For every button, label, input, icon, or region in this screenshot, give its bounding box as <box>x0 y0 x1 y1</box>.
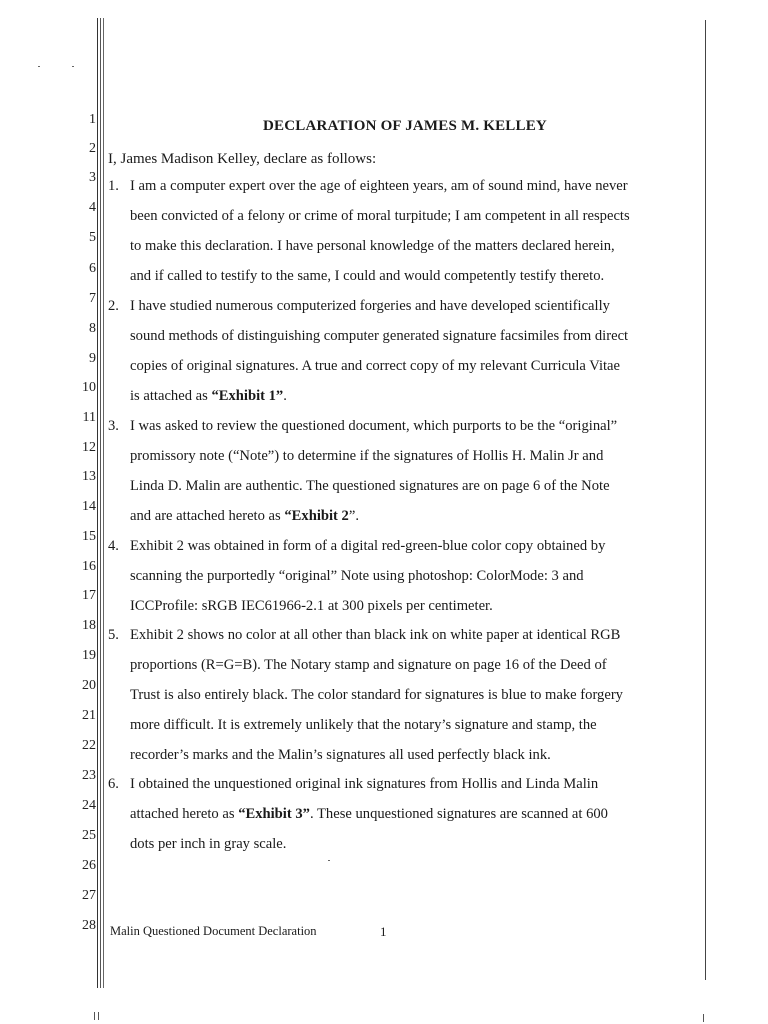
exhibit-reference: “Exhibit 3” <box>238 806 310 822</box>
line-number: 28 <box>82 918 96 933</box>
scan-speck <box>328 860 330 861</box>
paragraph-line: Linda D. Malin are authentic. The questioned signatures are on page 6 of the Note <box>130 478 610 494</box>
line-number: 21 <box>82 708 96 723</box>
paragraph-line: I was asked to review the questioned document, which purports to be the “original” <box>130 418 618 434</box>
paragraph-number: 2. <box>108 298 119 314</box>
paragraph-line: and if called to testify to the same, I could and would competently testify thereto. <box>130 268 605 284</box>
line-number: 20 <box>82 678 96 693</box>
line-number: 22 <box>82 738 96 753</box>
line-number: 5 <box>89 230 96 245</box>
line-number: 13 <box>82 469 96 484</box>
line-number: 2 <box>89 141 96 156</box>
line-number: 19 <box>82 648 96 663</box>
margin-rule <box>100 18 101 988</box>
line-number: 23 <box>82 768 96 783</box>
paragraph-line: proportions (R=G=B). The Notary stamp and signature on page 16 of the Deed of <box>130 657 607 673</box>
paragraph-number: 3. <box>108 418 119 434</box>
paragraph-line: I have studied numerous computerized forgeries and have developed scientifically <box>130 298 610 314</box>
paragraph-line: scanning the purportedly “original” Note using photoshop: ColorMode: 3 and <box>130 568 584 584</box>
paragraph-line: promissory note (“Note”) to determine if the signatures of Hollis H. Malin Jr and <box>130 448 604 464</box>
line-number: 8 <box>89 321 96 336</box>
paragraph-line: I am a computer expert over the age of eighteen years, am of sound mind, have never <box>130 178 628 194</box>
paragraph-line: is attached as “Exhibit 1”. <box>130 388 287 404</box>
paragraph-line: Exhibit 2 shows no color at all other than black ink on white paper at identical RGB <box>130 627 621 643</box>
line-number: 27 <box>82 888 96 903</box>
exhibit-reference: “Exhibit 2 <box>284 508 349 524</box>
line-number: 26 <box>82 858 96 873</box>
scan-speck <box>38 66 40 67</box>
line-number: 14 <box>82 499 96 514</box>
line-number: 12 <box>82 440 96 455</box>
paragraph-line: ICCProfile: sRGB IEC61966-2.1 at 300 pixels per centimeter. <box>130 598 493 614</box>
paragraph-line: recorder’s marks and the Malin’s signatures all used perfectly black ink. <box>130 747 551 763</box>
scan-mark <box>94 1012 95 1020</box>
line-number: 7 <box>89 291 96 306</box>
line-number: 15 <box>82 529 96 544</box>
line-number: 18 <box>82 618 96 633</box>
paragraph-line: and are attached hereto as “Exhibit 2”. <box>130 508 359 524</box>
scan-mark <box>98 1012 99 1020</box>
line-number: 4 <box>89 200 96 215</box>
intro-line: I, James Madison Kelley, declare as follows: <box>108 151 377 167</box>
footer-caption: Malin Questioned Document Declaration <box>110 924 317 938</box>
paragraph-number: 1. <box>108 178 119 194</box>
paragraph-number: 5. <box>108 627 119 643</box>
paragraph-line: more difficult. It is extremely unlikely that the notary’s signature and stamp, the <box>130 717 597 733</box>
paragraph-line: dots per inch in gray scale. <box>130 836 287 852</box>
paragraph-number: 6. <box>108 776 119 792</box>
scan-speck <box>72 66 74 67</box>
line-number: 1 <box>89 112 96 127</box>
paragraph-line: I obtained the unquestioned original ink signatures from Hollis and Linda Malin <box>130 776 599 792</box>
scan-mark <box>703 1014 704 1022</box>
line-number: 16 <box>82 559 96 574</box>
paragraph-line: Exhibit 2 was obtained in form of a digital red-green-blue color copy obtained by <box>130 538 606 554</box>
paragraph-line: to make this declaration. I have personal knowledge of the matters declared herein, <box>130 238 615 254</box>
margin-rule <box>103 18 104 988</box>
paragraph-line: Trust is also entirely black. The color standard for signatures is blue to make forgery <box>130 687 623 703</box>
paragraph-number: 4. <box>108 538 119 554</box>
line-number: 10 <box>82 380 96 395</box>
line-number: 17 <box>82 588 96 603</box>
margin-rule-right <box>705 20 706 980</box>
margin-rule <box>97 18 98 988</box>
line-number: 6 <box>89 261 96 276</box>
exhibit-reference: “Exhibit 1” <box>211 388 284 404</box>
page-number: 1 <box>380 924 387 939</box>
paragraph-line: been convicted of a felony or crime of moral turpitude; I am competent in all respects <box>130 208 630 224</box>
document-title: DECLARATION OF JAMES M. KELLEY <box>263 118 547 134</box>
line-number: 25 <box>82 828 96 843</box>
line-number: 11 <box>82 410 96 425</box>
paragraph-line: copies of original signatures. A true and correct copy of my relevant Curricula Vitae <box>130 358 621 374</box>
paragraph-line: sound methods of distinguishing computer generated signature facsimiles from direct <box>130 328 629 344</box>
line-number: 9 <box>89 351 96 366</box>
paragraph-line: attached hereto as “Exhibit 3”. These unquestioned signatures are scanned at 600 <box>130 806 608 822</box>
line-number: 24 <box>82 798 96 813</box>
line-number: 3 <box>89 170 96 185</box>
